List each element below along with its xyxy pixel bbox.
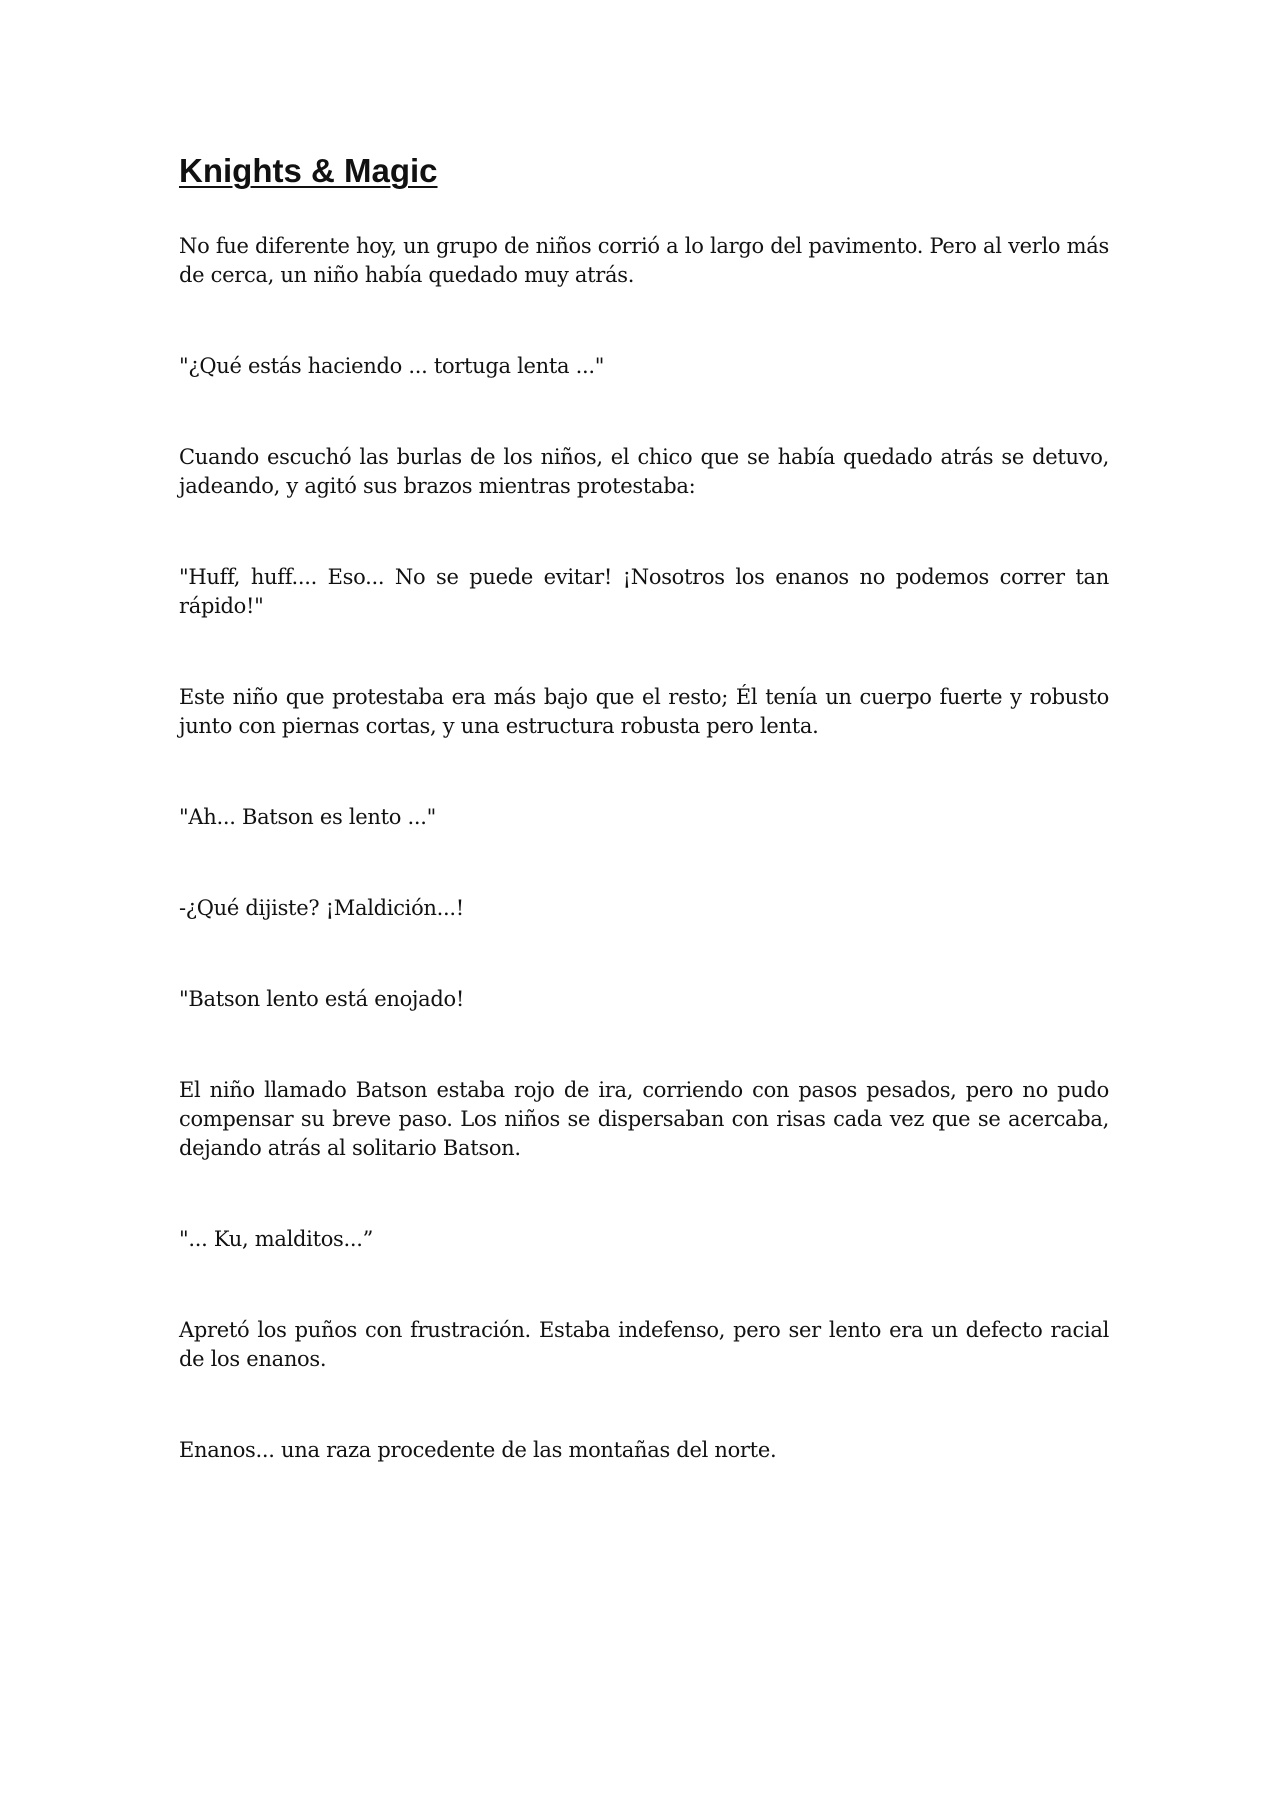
paragraph: "Batson lento está enojado! (179, 987, 464, 1011)
paragraph: "... Ku, malditos...” (179, 1227, 374, 1251)
paragraph: "¿Qué estás haciendo ... tortuga lenta ..." (179, 354, 605, 378)
paragraph: Enanos... una raza procedente de las montañas del norte. (179, 1438, 777, 1462)
paragraph: Este niño que protestaba era más bajo que el resto; Él tenía un cuerpo fuerte y robusto junto con piernas cortas, y una estructura robusta pero lenta. (179, 685, 1109, 738)
paragraph: "Ah... Batson es lento ..." (179, 805, 436, 829)
document-title: Knights & Magic (179, 152, 438, 189)
paragraph: No fue diferente hoy, un grupo de niños corrió a lo largo del pavimento. Pero al verlo más de cerca, un niño había quedado muy atrás. (179, 234, 1109, 287)
paragraph: El niño llamado Batson estaba rojo de ira, corriendo con pasos pesados, pero no pudo compensar su breve paso. Los niños se dispersaban con risas cada vez que se acercaba, dejando atrás al solitario Batson. (179, 1078, 1109, 1160)
document-page (179, 150, 1109, 1465)
paragraph: -¿Qué dijiste? ¡Maldición...! (179, 896, 464, 920)
document-body (179, 232, 1109, 1465)
paragraph: "Huff, huff.... Eso... No se puede evitar! ¡Nosotros los enanos no podemos correr tan rápido!" (179, 565, 1109, 618)
paragraph: Apretó los puños con frustración. Estaba indefenso, pero ser lento era un defecto racial de los enanos. (179, 1318, 1109, 1371)
paragraph: Cuando escuchó las burlas de los niños, el chico que se había quedado atrás se detuvo, jadeando, y agitó sus brazos mientras protestaba: (179, 445, 1109, 498)
